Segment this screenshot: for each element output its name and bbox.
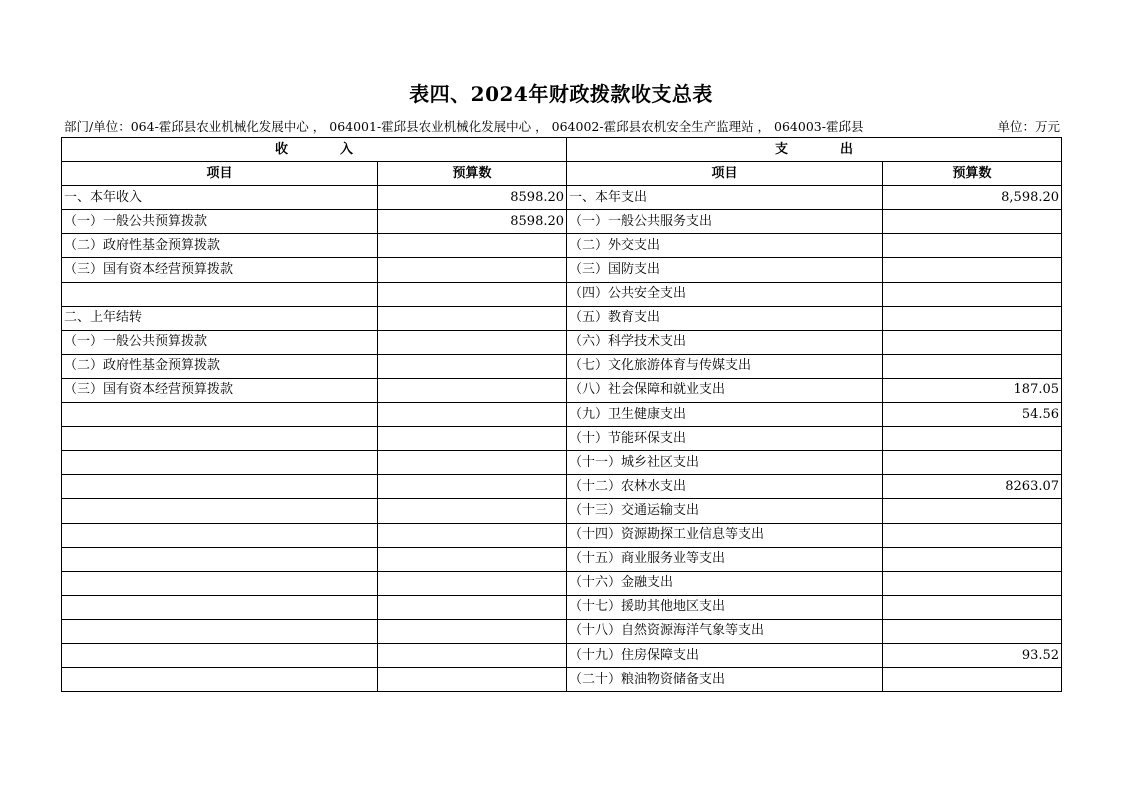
table-row bbox=[62, 499, 1062, 523]
expense-amount-cell bbox=[883, 210, 1062, 234]
table-row bbox=[62, 186, 1062, 210]
expense-amount-cell bbox=[883, 595, 1062, 619]
income-item-cell bbox=[62, 282, 378, 306]
table-row bbox=[62, 571, 1062, 595]
unit-line bbox=[64, 118, 1060, 136]
income-amount-cell bbox=[378, 427, 567, 451]
income-item-cell bbox=[62, 619, 378, 643]
expense-item-cell: （十四）资源勘探工业信息等支出 bbox=[567, 523, 883, 547]
expense-item-cell: （三）国防支出 bbox=[567, 258, 883, 282]
income-item-cell: （一）一般公共预算拨款 bbox=[62, 210, 378, 234]
expense-item-cell: （六）科学技术支出 bbox=[567, 330, 883, 354]
expense-amount-cell bbox=[883, 547, 1062, 571]
income-amount-cell bbox=[378, 668, 567, 692]
table-row bbox=[62, 282, 1062, 306]
expense-item-cell: 一、本年支出 bbox=[567, 186, 883, 210]
expense-item-cell: （一）一般公共服务支出 bbox=[567, 210, 883, 234]
income-amount-cell bbox=[378, 475, 567, 499]
expense-item-cell: （七）文化旅游体育与传媒支出 bbox=[567, 354, 883, 378]
expense-amount-cell bbox=[883, 668, 1062, 692]
income-amount-cell bbox=[378, 451, 567, 475]
income-amount-cell bbox=[378, 595, 567, 619]
table-row bbox=[62, 451, 1062, 475]
expense-amount-cell bbox=[883, 523, 1062, 547]
budget-table bbox=[61, 137, 1062, 692]
income-item-cell: （三）国有资本经营预算拨款 bbox=[62, 258, 378, 282]
expense-item-cell: （四）公共安全支出 bbox=[567, 282, 883, 306]
expense-item-cell: （二十）粮油物资储备支出 bbox=[567, 668, 883, 692]
income-amount-cell bbox=[378, 306, 567, 330]
expense-amount-cell bbox=[883, 499, 1062, 523]
income-amount-cell bbox=[378, 619, 567, 643]
income-amount-cell: 8598.20 bbox=[378, 186, 567, 210]
income-amount-cell bbox=[378, 378, 567, 402]
income-item-cell bbox=[62, 643, 378, 667]
expense-item-cell: （二）外交支出 bbox=[567, 234, 883, 258]
expense-header: 支 出 bbox=[567, 138, 1062, 162]
expense-item-cell: （十九）住房保障支出 bbox=[567, 643, 883, 667]
income-item-cell bbox=[62, 499, 378, 523]
income-item-cell: （二）政府性基金预算拨款 bbox=[62, 354, 378, 378]
expense-item-cell: （九）卫生健康支出 bbox=[567, 403, 883, 427]
expense-item-cell: （十二）农林水支出 bbox=[567, 475, 883, 499]
income-item-cell bbox=[62, 547, 378, 571]
table-row bbox=[62, 330, 1062, 354]
table-row bbox=[62, 547, 1062, 571]
income-item-cell bbox=[62, 427, 378, 451]
expense-amount-cell bbox=[883, 354, 1062, 378]
income-item-cell bbox=[62, 475, 378, 499]
expense-item-cell: （十一）城乡社区支出 bbox=[567, 451, 883, 475]
expense-item-header: 项目 bbox=[567, 162, 883, 186]
expense-item-cell: （十七）援助其他地区支出 bbox=[567, 595, 883, 619]
income-header: 收 入 bbox=[62, 138, 567, 162]
income-amount-cell bbox=[378, 499, 567, 523]
expense-item-cell: （十三）交通运输支出 bbox=[567, 499, 883, 523]
expense-amount-cell bbox=[883, 619, 1062, 643]
income-item-cell bbox=[62, 451, 378, 475]
column-header-row bbox=[62, 162, 1062, 186]
income-amount-cell: 8598.20 bbox=[378, 210, 567, 234]
table-row bbox=[62, 210, 1062, 234]
expense-item-cell: （十八）自然资源海洋气象等支出 bbox=[567, 619, 883, 643]
expense-amount-cell: 54.56 bbox=[883, 403, 1062, 427]
income-item-cell bbox=[62, 571, 378, 595]
income-item-cell bbox=[62, 403, 378, 427]
currency-unit: 单位：万元 bbox=[997, 119, 1060, 134]
table-row bbox=[62, 427, 1062, 451]
income-item-cell: 一、本年收入 bbox=[62, 186, 378, 210]
income-amount-cell bbox=[378, 571, 567, 595]
expense-item-cell: （十五）商业服务业等支出 bbox=[567, 547, 883, 571]
table-row bbox=[62, 378, 1062, 402]
expense-budget-header: 预算数 bbox=[883, 162, 1062, 186]
expense-amount-cell: 187.05 bbox=[883, 378, 1062, 402]
income-amount-cell bbox=[378, 547, 567, 571]
expense-amount-cell bbox=[883, 306, 1062, 330]
income-amount-cell bbox=[378, 258, 567, 282]
income-item-header: 项目 bbox=[62, 162, 378, 186]
expense-amount-cell bbox=[883, 282, 1062, 306]
table-row bbox=[62, 258, 1062, 282]
income-item-cell bbox=[62, 523, 378, 547]
table-row bbox=[62, 523, 1062, 547]
expense-item-cell: （五）教育支出 bbox=[567, 306, 883, 330]
income-item-cell: （一）一般公共预算拨款 bbox=[62, 330, 378, 354]
income-amount-cell bbox=[378, 330, 567, 354]
income-item-cell bbox=[62, 595, 378, 619]
expense-item-cell: （十六）金融支出 bbox=[567, 571, 883, 595]
expense-item-cell: （十）节能环保支出 bbox=[567, 427, 883, 451]
income-budget-header: 预算数 bbox=[378, 162, 567, 186]
department-list: 部门/单位：064-霍邱县农业机械化发展中心 ， 064001-霍邱县农业机械化发展中心 ， 064002-霍邱县农机安全生产监理站 ， 064003-霍邱县 bbox=[64, 119, 864, 134]
expense-amount-cell bbox=[883, 234, 1062, 258]
expense-amount-cell: 93.52 bbox=[883, 643, 1062, 667]
section-header-row bbox=[62, 138, 1062, 162]
table-row bbox=[62, 643, 1062, 667]
income-item-cell bbox=[62, 668, 378, 692]
table-row bbox=[62, 354, 1062, 378]
income-amount-cell bbox=[378, 234, 567, 258]
income-item-cell: 二、上年结转 bbox=[62, 306, 378, 330]
expense-amount-cell bbox=[883, 571, 1062, 595]
expense-amount-cell bbox=[883, 427, 1062, 451]
expense-amount-cell: 8,598.20 bbox=[883, 186, 1062, 210]
table-row bbox=[62, 306, 1062, 330]
expense-amount-cell bbox=[883, 258, 1062, 282]
expense-amount-cell: 8263.07 bbox=[883, 475, 1062, 499]
expense-item-cell: （八）社会保障和就业支出 bbox=[567, 378, 883, 402]
income-item-cell: （三）国有资本经营预算拨款 bbox=[62, 378, 378, 402]
table-row bbox=[62, 595, 1062, 619]
income-amount-cell bbox=[378, 643, 567, 667]
income-amount-cell bbox=[378, 354, 567, 378]
expense-amount-cell bbox=[883, 330, 1062, 354]
page-title: 表四、2024年财政拨款收支总表 bbox=[409, 82, 713, 106]
table-row bbox=[62, 619, 1062, 643]
table-row bbox=[62, 475, 1062, 499]
income-amount-cell bbox=[378, 282, 567, 306]
income-item-cell: （二）政府性基金预算拨款 bbox=[62, 234, 378, 258]
table-row bbox=[62, 234, 1062, 258]
income-amount-cell bbox=[378, 523, 567, 547]
table-row bbox=[62, 668, 1062, 692]
expense-amount-cell bbox=[883, 451, 1062, 475]
income-amount-cell bbox=[378, 403, 567, 427]
table-row bbox=[62, 403, 1062, 427]
